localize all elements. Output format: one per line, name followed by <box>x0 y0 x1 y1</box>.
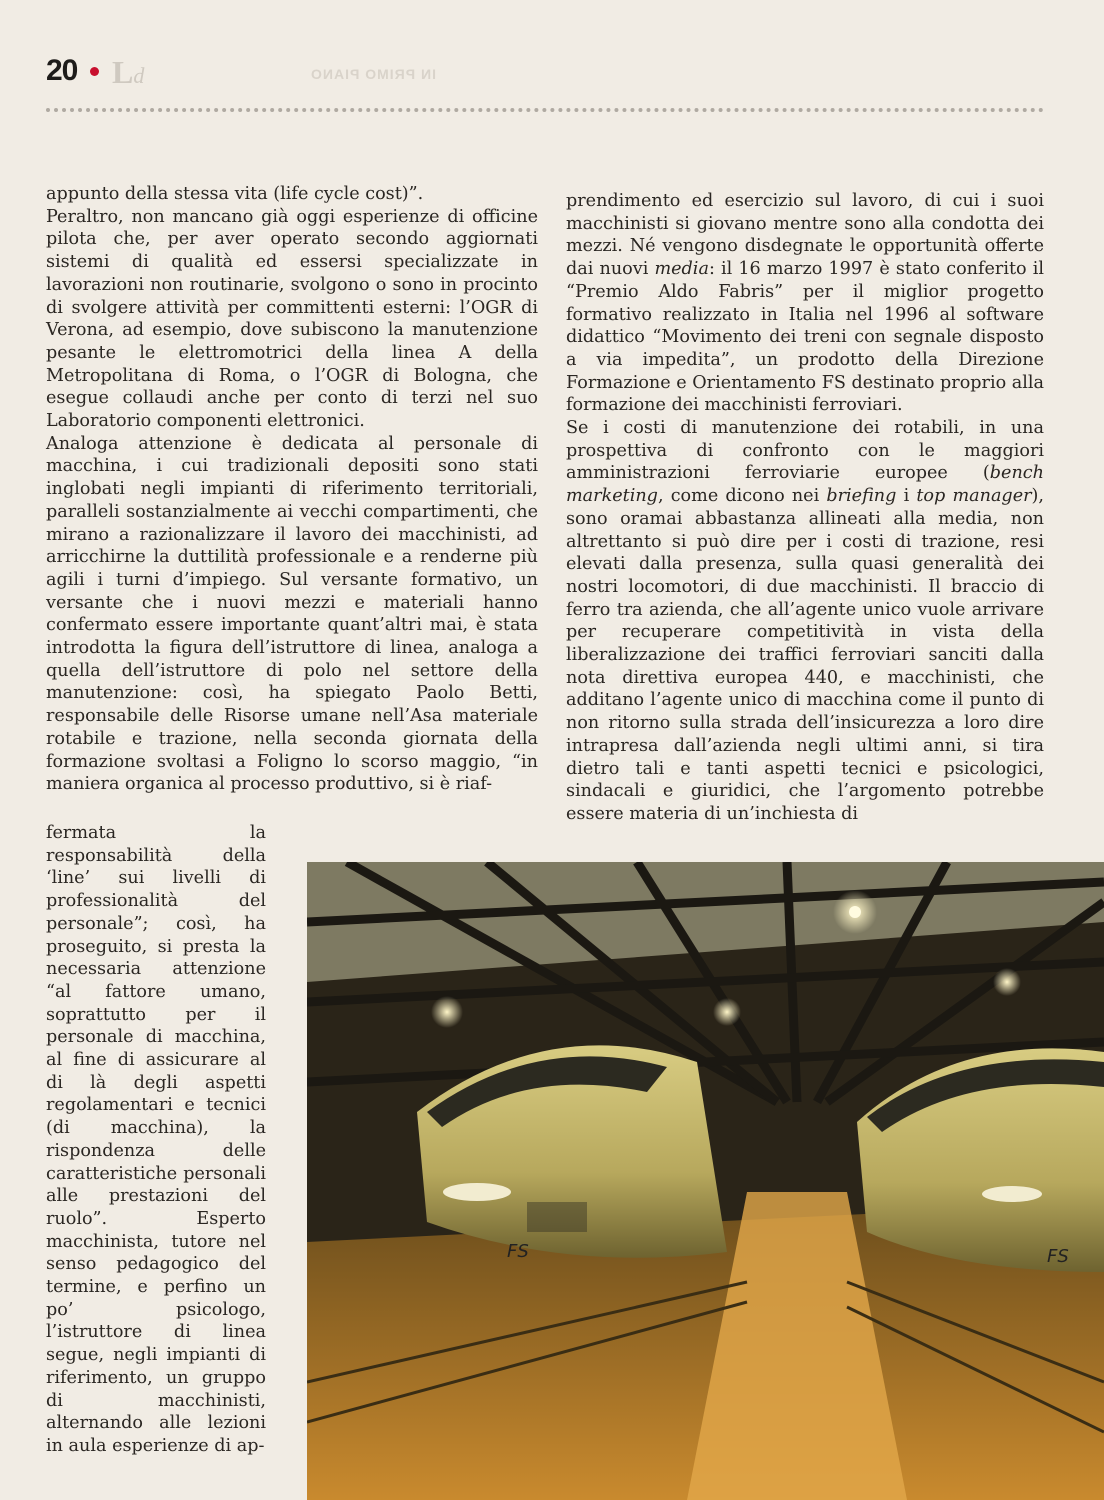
magazine-logo <box>112 54 144 91</box>
italic-term: top manager <box>916 486 1032 507</box>
text-run: ), sono oramai abbastanza allineati alla media, non altrettanto si può dire per i costi di trazione, resi elevati dalla presenza, sulla quasi generalità dei nostri locomotori, di due macchinisti. Il braccio di ferro tra azienda, che all’agente unico vuole arrivare per recuperare competitività in vista della liberalizzazione dei traffici ferroviari sanciti dalla nota direttiva europea 440, e macchinisti, che additano l’agente unico di macchina come il punto di non ritorno sulla strada dell’insicurezza a loro dire intrapresa dall’azienda negli ultimi anni, si tira dietro tali e tanti aspetti tecnici e psicologici, sindacali e giuridici, che l’argomento potrebbe essere materia di un’inchiesta di <box>566 486 1044 824</box>
narrow-column <box>46 822 266 1458</box>
logo-letter: L <box>112 54 134 90</box>
red-bullet-icon <box>90 67 99 76</box>
italic-term: briefing <box>826 486 897 507</box>
paragraph <box>566 190 1044 417</box>
left-column <box>46 183 538 796</box>
right-column <box>566 190 1044 826</box>
page-number: 20 <box>46 54 78 87</box>
italic-term: bench marketing <box>566 463 1044 507</box>
text-run: Se i costi di manutenzione dei rotabili, in una prospettiva di confronto con le maggiori amministrazioni ferroviarie europee ( <box>566 418 1044 484</box>
dotted-divider <box>46 108 1044 112</box>
text-run: : il 16 marzo 1997 è stato conferito il “Premio Aldo Fabris” per il miglior progetto formativo realizzato in Italia nel 1996 al software didattico “Movimento dei treni con segnale disposto a via impedita”, un prodotto della Direzione Formazione e Orientamento FS destinato proprio alla formazione dei macchinisti ferroviari. <box>566 259 1045 416</box>
logo-letter-small: d <box>133 63 145 88</box>
text-run: , come dicono nei <box>657 486 827 507</box>
paragraph: appunto della stessa vita (life cycle cost)”. <box>46 184 424 204</box>
paragraph: Peraltro, non mancano già oggi esperienze di officine pilota che, per aver operato secondo aggiornati sistemi di qualità ed essersi specializzate in lavorazioni non routinarie, svolgono o sono in procinto di svolgere attività per committenti esterni: l’OGR di Verona, ad esempio, dove subiscono la manutenzione pesante le elettromotrici della linea A della Metropolitana di Roma, o l’OGR di Bologna, che esegue collaudi anche per conto di terzi nel suo Laboratorio componenti elettronici. <box>46 206 538 432</box>
fs-logo: FS <box>507 1241 529 1262</box>
text-run: prendimento ed esercizio sul lavoro, di cui i suoi macchinisti si giovano mentre sono alla condotta dei mezzi. Né vengono disdegnate le opportunità offerte dai nuovi <box>566 191 1044 280</box>
paragraph: Analoga attenzione è dedicata al personale di macchina, i cui tradizionali depositi sono stati inglobati negli impianti di riferimento territoriali, paralleli sostanzialmente ai vecchi compartimenti, che mirano a razionalizzare il lavoro dei macchinisti, ad arricchirne la duttilità professionale e a renderne più agili i turni d’impiego. Sul versante formativo, un versante che i nuovi mezzi e materiali hanno confermato essere importante quant’altri mai, è stata introdotta la figura dell’istruttore di linea, analoga a quella dell’istruttore di polo nel settore della manutenzione: così, ha spiegato Paolo Betti, responsabile delle Risorse umane nell’Asa materiale rotabile e trazione, nella seconda giornata della formazione svoltasi a Foligno lo scorso maggio, “in maniera organica al processo produttivo, si è riaf- <box>46 433 538 795</box>
fs-logo: FS <box>1047 1246 1069 1267</box>
italic-term: media <box>654 259 709 280</box>
train-depot-photo <box>307 862 1104 1500</box>
text-run: i <box>896 486 917 507</box>
show-through-header: IN PRIMO PIANO <box>310 66 437 82</box>
paragraph <box>566 417 1044 826</box>
paragraph: fermata la responsabilità della ‘line’ sui livelli di professionalità del personale”; così, ha proseguito, si presta la necessaria attenzione “al fattore umano, soprattutto per il personale di macchina, al fine di assicurare al di là degli aspetti regolamentari e tecnici (di macchina), la rispondenza delle caratteristiche personali alle prestazioni del ruolo”. Esperto macchinista, tutore nel senso pedagogico del termine, e perfino un po’ psicologo, l’istruttore di linea segue, negli impianti di riferimento, un gruppo di macchinisti, alternando alle lezioni in aula esperienze di ap- <box>46 823 266 1456</box>
